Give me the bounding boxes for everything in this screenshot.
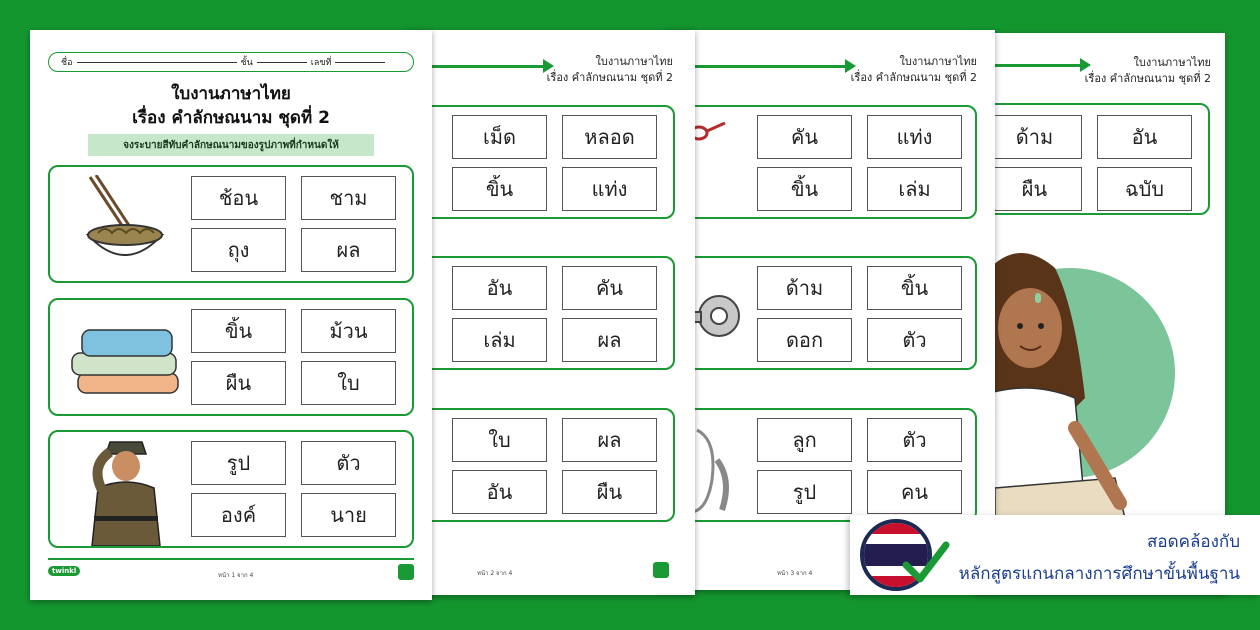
sheet-title-line1: ใบงานภาษาไทย [1133, 56, 1211, 69]
worksheet-page-4 [975, 33, 1225, 593]
worksheet-page-1 [30, 30, 432, 600]
footer-divider [48, 558, 414, 560]
word-option[interactable]: ม้วน [301, 309, 396, 353]
question-panel [665, 105, 977, 219]
word-option[interactable]: แท่ง [562, 167, 657, 211]
word-option[interactable]: ช้อน [191, 176, 286, 220]
girl-reading-illustration [975, 248, 1225, 548]
word-option[interactable]: ถุง [191, 228, 286, 272]
police-officer-picture [80, 436, 170, 546]
word-option[interactable]: องค์ [191, 493, 286, 537]
noodle-bowl-picture [80, 175, 170, 275]
curriculum-badge [830, 515, 1260, 595]
question-panel [405, 408, 675, 522]
page-number: หน้า 2 จาก 4 [477, 570, 513, 577]
word-option[interactable]: ชาม [301, 176, 396, 220]
word-option[interactable]: ผล [562, 418, 657, 462]
word-option[interactable]: ขิ้น [867, 266, 962, 310]
worksheet-subtitle: เรื่อง คำลักษณนาม ชุดที่ 2 [132, 108, 330, 128]
word-option[interactable]: ขิ้น [191, 309, 286, 353]
twinkl-badge-icon [653, 562, 669, 578]
word-option[interactable]: ขิ้น [452, 167, 547, 211]
checkmark-icon [900, 537, 950, 587]
badge-text-line2: หลักสูตรแกนกลางการศึกษาขั้นพื้นฐาน [958, 564, 1240, 584]
word-option[interactable]: หลอด [562, 115, 657, 159]
word-option[interactable]: เล่ม [452, 318, 547, 362]
sheet-title-line1: ใบงานภาษาไทย [595, 55, 673, 68]
sheet-header [1085, 55, 1211, 87]
word-option[interactable]: นาย [301, 493, 396, 537]
badge-text-line1: สอดคล้องกับ [1146, 532, 1240, 552]
word-option[interactable]: ฉบับ [1097, 167, 1192, 211]
word-option[interactable]: ผล [562, 318, 657, 362]
worksheet-title: ใบงานภาษาไทย [171, 84, 291, 104]
word-option[interactable]: ขิ้น [757, 167, 852, 211]
word-option[interactable]: คัน [757, 115, 852, 159]
word-option[interactable]: ผืน [191, 361, 286, 405]
word-option[interactable]: คน [867, 470, 962, 514]
word-option[interactable]: แท่ง [867, 115, 962, 159]
number-label: เลขที่ [310, 58, 332, 68]
word-option[interactable]: คัน [562, 266, 657, 310]
page-number: หน้า 3 จาก 4 [777, 570, 813, 577]
worksheet-page-2 [405, 30, 695, 595]
sheet-title-line1: ใบงานภาษาไทย [899, 55, 977, 68]
name-blank[interactable] [77, 62, 237, 63]
name-label: ชื่อ [61, 58, 73, 68]
word-option[interactable]: เล่ม [867, 167, 962, 211]
word-option[interactable]: ตัว [867, 318, 962, 362]
question-panel [48, 165, 414, 283]
question-panel [48, 298, 414, 416]
sheet-title-line2: เรื่อง คำลักษณนาม ชุดที่ 2 [850, 71, 977, 84]
word-option[interactable]: ใบ [301, 361, 396, 405]
twinkl-badge-icon [398, 564, 414, 580]
word-option[interactable]: ตัว [867, 418, 962, 462]
student-info-line [48, 52, 414, 72]
sheet-title-line2: เรื่อง คำลักษณนาม ชุดที่ 2 [546, 71, 673, 84]
question-panel [405, 256, 675, 370]
number-blank[interactable] [335, 62, 385, 63]
folded-cloth-picture [68, 318, 188, 403]
instruction-banner: จงระบายสีทับคำลักษณนามของรูปภาพที่กำหนดให้ [88, 134, 374, 156]
word-option[interactable]: ผล [301, 228, 396, 272]
word-option[interactable]: อัน [452, 266, 547, 310]
word-option[interactable]: อัน [452, 470, 547, 514]
word-option[interactable]: ตัว [301, 441, 396, 485]
word-option[interactable]: ผืน [562, 470, 657, 514]
word-option[interactable]: ด้าม [757, 266, 852, 310]
class-label: ชั้น [240, 58, 253, 68]
word-option[interactable]: รูป [191, 441, 286, 485]
sheet-header [851, 54, 977, 86]
sheet-header [547, 54, 673, 86]
sheet-title-line2: เรื่อง คำลักษณนาม ชุดที่ 2 [1084, 72, 1211, 85]
worksheet-page-3 [665, 30, 995, 590]
question-panel [975, 103, 1210, 215]
class-blank[interactable] [257, 62, 307, 63]
question-panel [665, 408, 977, 522]
word-option[interactable]: ด้าม [987, 115, 1082, 159]
page-number: หน้า 1 จาก 4 [218, 572, 254, 579]
question-panel [48, 430, 414, 548]
word-option[interactable]: รูป [757, 470, 852, 514]
twinkl-logo: twinkl [48, 566, 80, 576]
word-option[interactable]: เม็ด [452, 115, 547, 159]
word-option[interactable]: ลูก [757, 418, 852, 462]
question-panel [665, 256, 977, 370]
word-option[interactable]: อัน [1097, 115, 1192, 159]
word-option[interactable]: ใบ [452, 418, 547, 462]
word-option[interactable]: ผืน [987, 167, 1082, 211]
word-option[interactable]: ดอก [757, 318, 852, 362]
question-panel [405, 105, 675, 219]
